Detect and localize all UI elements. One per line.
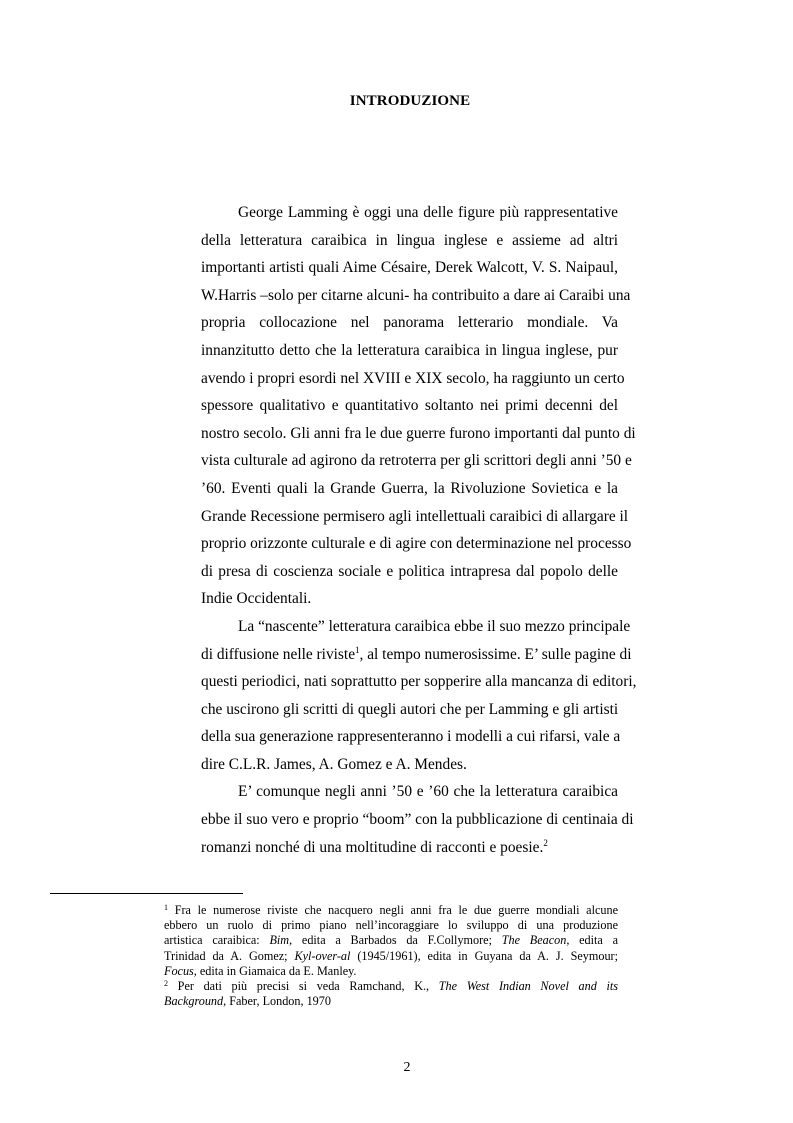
footnote-text: , edita in Giamaica da E. Manley. [193, 963, 357, 978]
footnote-line [164, 903, 618, 918]
footnote-text: Per dati più precisi si veda Ramchand, K., [168, 979, 439, 994]
book-title: The West Indian Novel and its [438, 979, 618, 994]
text-line: questi periodici, nati soprattutto per sopperire alla mancanza di editori, [201, 673, 637, 691]
footnote-number: 2 [164, 979, 168, 989]
text-line: La “nascente” letteratura caraibica ebbe il suo mezzo principale [238, 617, 631, 635]
journal-title: Kyl-over-al [294, 948, 351, 963]
text-line: vista culturale ad agirono da retroterra per gli scrittori degli anni ’50 e [201, 452, 632, 470]
footnote-separator [50, 893, 243, 894]
text-line: W.Harris –solo per citarne alcuni- ha contribuito a dare ai Caraibi una [201, 286, 631, 304]
footnote-text: , Faber, London, 1970 [223, 994, 331, 1009]
text-line: avendo i propri esordi nel XVIII e XIX secolo, ha raggiunto un certo [201, 369, 625, 387]
journal-title: Focus [164, 963, 194, 978]
footnote-line [164, 964, 618, 979]
text-line: George Lamming è oggi una delle figure più rappresentative [238, 204, 618, 221]
footnote-number: 1 [164, 903, 168, 912]
footnote-line [164, 933, 618, 948]
page-number: 2 [403, 1060, 411, 1075]
book-title: Background [164, 994, 224, 1009]
footnote-line [164, 994, 618, 1009]
text-line: propria collocazione nel panorama letterario mondiale. Va [201, 314, 618, 332]
text-line: spessore qualitativo e quantitativo soltanto nei primi decenni del [201, 397, 618, 415]
text-line: Grande Recessione permisero agli intellettuali caraibici di allargare il [201, 507, 629, 525]
text-line [164, 834, 618, 862]
footnote-1 [164, 903, 618, 979]
footnote-ref-2[interactable]: 2 [543, 837, 548, 848]
footnote-text: Trinidad da A. Gomez; [164, 948, 295, 963]
footnote-ref-1[interactable]: 1 [355, 644, 360, 655]
text-line: della letteratura caraibica in lingua inglese e assieme ad altri [201, 231, 618, 249]
text-line: di presa di coscienza sociale e politica intrapresa dal popolo delle [201, 562, 618, 580]
footnote-text: Fra le numerose riviste che nacquero negli anni fra le due guerre mondiali alcune [168, 903, 618, 917]
footnotes [164, 903, 618, 1009]
paragraph-2 [164, 613, 637, 779]
footnote-line: ebbero un ruolo di primo piano nell’incoraggiare lo sviluppo di una produzione [164, 918, 618, 933]
journal-title: The Beacon [501, 933, 567, 948]
footnote-text: , edita a Barbados da F.Collymore; [289, 933, 502, 948]
footnote-text: artistica caraibica: [164, 933, 270, 948]
text-line: E’ comunque negli anni ’50 e ’60 che la letteratura caraibica [238, 783, 618, 801]
text-line: importanti artisti quali Aime Césaire, Derek Walcott, V. S. Naipaul, [201, 259, 618, 277]
text-line: proprio orizzonte culturale e di agire con determinazione nel processo [201, 535, 632, 553]
footnote-line [164, 949, 618, 964]
footnote-text: (1945/1961), edita in Guyana da A. J. Seymour; [350, 948, 619, 963]
text-line: innanzitutto detto che la letteratura caraibica in lingua inglese, pur [201, 341, 618, 359]
page-title: INTRODUZIONE [349, 93, 471, 109]
text-line-part: , al tempo numerosissime. E’ sulle pagine di [359, 645, 632, 663]
text-line-part: romanzi nonché di una moltitudine di racconti e poesie. [201, 838, 544, 856]
text-line: ’60. Eventi quali la Grande Guerra, la Rivoluzione Sovietica e la [201, 479, 618, 497]
journal-title: Bim [269, 933, 290, 948]
text-line: ebbe il suo vero e proprio “boom” con la pubblicazione di centinaia di [201, 811, 634, 829]
text-line-part: di diffusione nelle riviste [201, 645, 356, 663]
paragraph-3 [164, 778, 634, 861]
paragraph-1 [164, 199, 636, 613]
text-line: dire C.L.R. James, A. Gomez e A. Mendes. [201, 755, 467, 773]
body-text [164, 199, 637, 861]
text-line [164, 641, 632, 669]
footnote-text: , edita a [566, 933, 618, 948]
text-line: nostro secolo. Gli anni fra le due guerre furono importanti dal punto di [201, 424, 636, 442]
text-line: Indie Occidentali. [201, 590, 312, 608]
text-line: che uscirono gli scritti di quegli autori che per Lamming e gli artisti [201, 700, 619, 718]
footnote-2 [164, 979, 618, 1009]
footnote-line [164, 979, 618, 994]
text-line: della sua generazione rappresenteranno i modelli a cui rifarsi, vale a [201, 728, 621, 746]
